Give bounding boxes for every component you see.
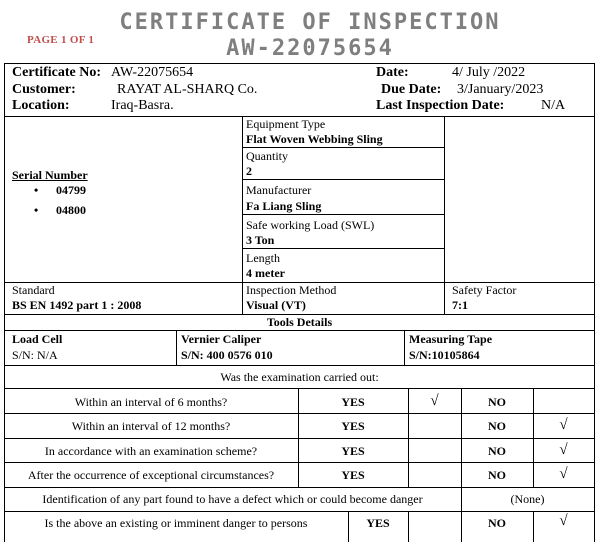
- vernier-caliper-label: Vernier Caliper: [181, 332, 262, 346]
- vernier-caliper-sn: S/N: 400 0576 010: [181, 348, 273, 362]
- due-date-label: Due Date:: [381, 82, 442, 97]
- exam-question: Was the examination carried out:: [220, 370, 379, 384]
- equipment-type-label: Equipment Type: [246, 117, 326, 131]
- inspection-method-label: Inspection Method: [246, 283, 337, 297]
- standard-label: Standard: [12, 283, 55, 297]
- quantity-value: 2: [246, 164, 252, 178]
- cert-no-label: Certificate No:: [12, 65, 102, 80]
- load-cell-sn: S/N: N/A: [12, 348, 58, 362]
- serial-number-label: Serial Number: [12, 168, 88, 182]
- manufacturer-value: Fa Liang Sling: [246, 199, 322, 213]
- exam-row-yes: YES: [341, 395, 365, 409]
- swl-value: 3 Ton: [246, 233, 275, 247]
- equipment-type-value: Flat Woven Webbing Sling: [246, 132, 383, 146]
- due-date-value: 3/January/2023: [457, 82, 544, 97]
- inspection-method-value: Visual (VT): [246, 298, 306, 312]
- safety-factor-value: 7:1: [452, 298, 468, 312]
- customer-value: RAYAT AL-SHARQ Co.: [117, 82, 258, 97]
- no-tick-icon: √: [559, 442, 568, 458]
- defect-question: Identification of any part found to have a defect which or could become danger: [42, 492, 423, 506]
- manufacturer-label: Manufacturer: [246, 183, 312, 197]
- exam-row-question: After the occurrence of exceptional circumstances?: [27, 468, 275, 482]
- page-label: PAGE 1 OF 1: [27, 34, 95, 46]
- length-value: 4 meter: [246, 266, 285, 280]
- certificate-number-title: AW-22075654: [226, 36, 394, 61]
- exam-row-no: NO: [488, 468, 506, 482]
- no-tick-icon: √: [559, 417, 568, 433]
- danger-yes: YES: [366, 516, 390, 530]
- measuring-tape-sn: S/N:10105864: [409, 348, 480, 362]
- location-label: Location:: [12, 98, 70, 113]
- last-inspection-label: Last Inspection Date:: [376, 98, 505, 113]
- yes-tick-icon: √: [430, 393, 439, 409]
- cert-no-value: AW-22075654: [111, 65, 194, 80]
- location-value: Iraq-Basra.: [111, 98, 174, 113]
- danger-no: NO: [488, 516, 506, 530]
- exam-row-yes: YES: [341, 444, 365, 458]
- serial-bullet-1: •: [34, 183, 39, 197]
- date-value: 4/ July /2022: [452, 65, 526, 80]
- danger-question: Is the above an existing or imminent danger to persons: [44, 516, 308, 530]
- exam-row-no: NO: [488, 444, 506, 458]
- exam-row-question: Within an interval of 6 months?: [74, 395, 228, 409]
- load-cell-label: Load Cell: [12, 332, 63, 346]
- exam-row-no: NO: [488, 419, 506, 433]
- date-label: Date:: [376, 65, 409, 80]
- serial-bullet-2: •: [34, 203, 39, 217]
- standard-value: BS EN 1492 part 1 : 2008: [12, 298, 142, 312]
- serial-item-1: 04799: [56, 183, 86, 197]
- certificate-title: CERTIFICATE OF INSPECTION: [119, 10, 501, 35]
- swl-label: Safe working Load (SWL): [246, 218, 375, 232]
- exam-row-yes: YES: [341, 468, 365, 482]
- defect-answer: (None): [510, 492, 545, 506]
- no-tick-icon: √: [559, 466, 568, 482]
- safety-factor-label: Safety Factor: [452, 283, 517, 297]
- exam-row-question: Within an interval of 12 months?: [71, 419, 231, 433]
- tools-title: Tools Details: [266, 315, 333, 329]
- exam-row-no: NO: [488, 395, 506, 409]
- measuring-tape-label: Measuring Tape: [409, 332, 493, 346]
- danger-tick-icon: √: [559, 513, 568, 529]
- serial-item-2: 04800: [56, 203, 86, 217]
- length-label: Length: [246, 251, 280, 265]
- exam-row-yes: YES: [341, 419, 365, 433]
- quantity-label: Quantity: [246, 149, 288, 163]
- customer-label: Customer:: [12, 82, 76, 97]
- last-inspection-value: N/A: [541, 98, 566, 113]
- exam-row-question: In accordance with an examination scheme?: [44, 444, 258, 458]
